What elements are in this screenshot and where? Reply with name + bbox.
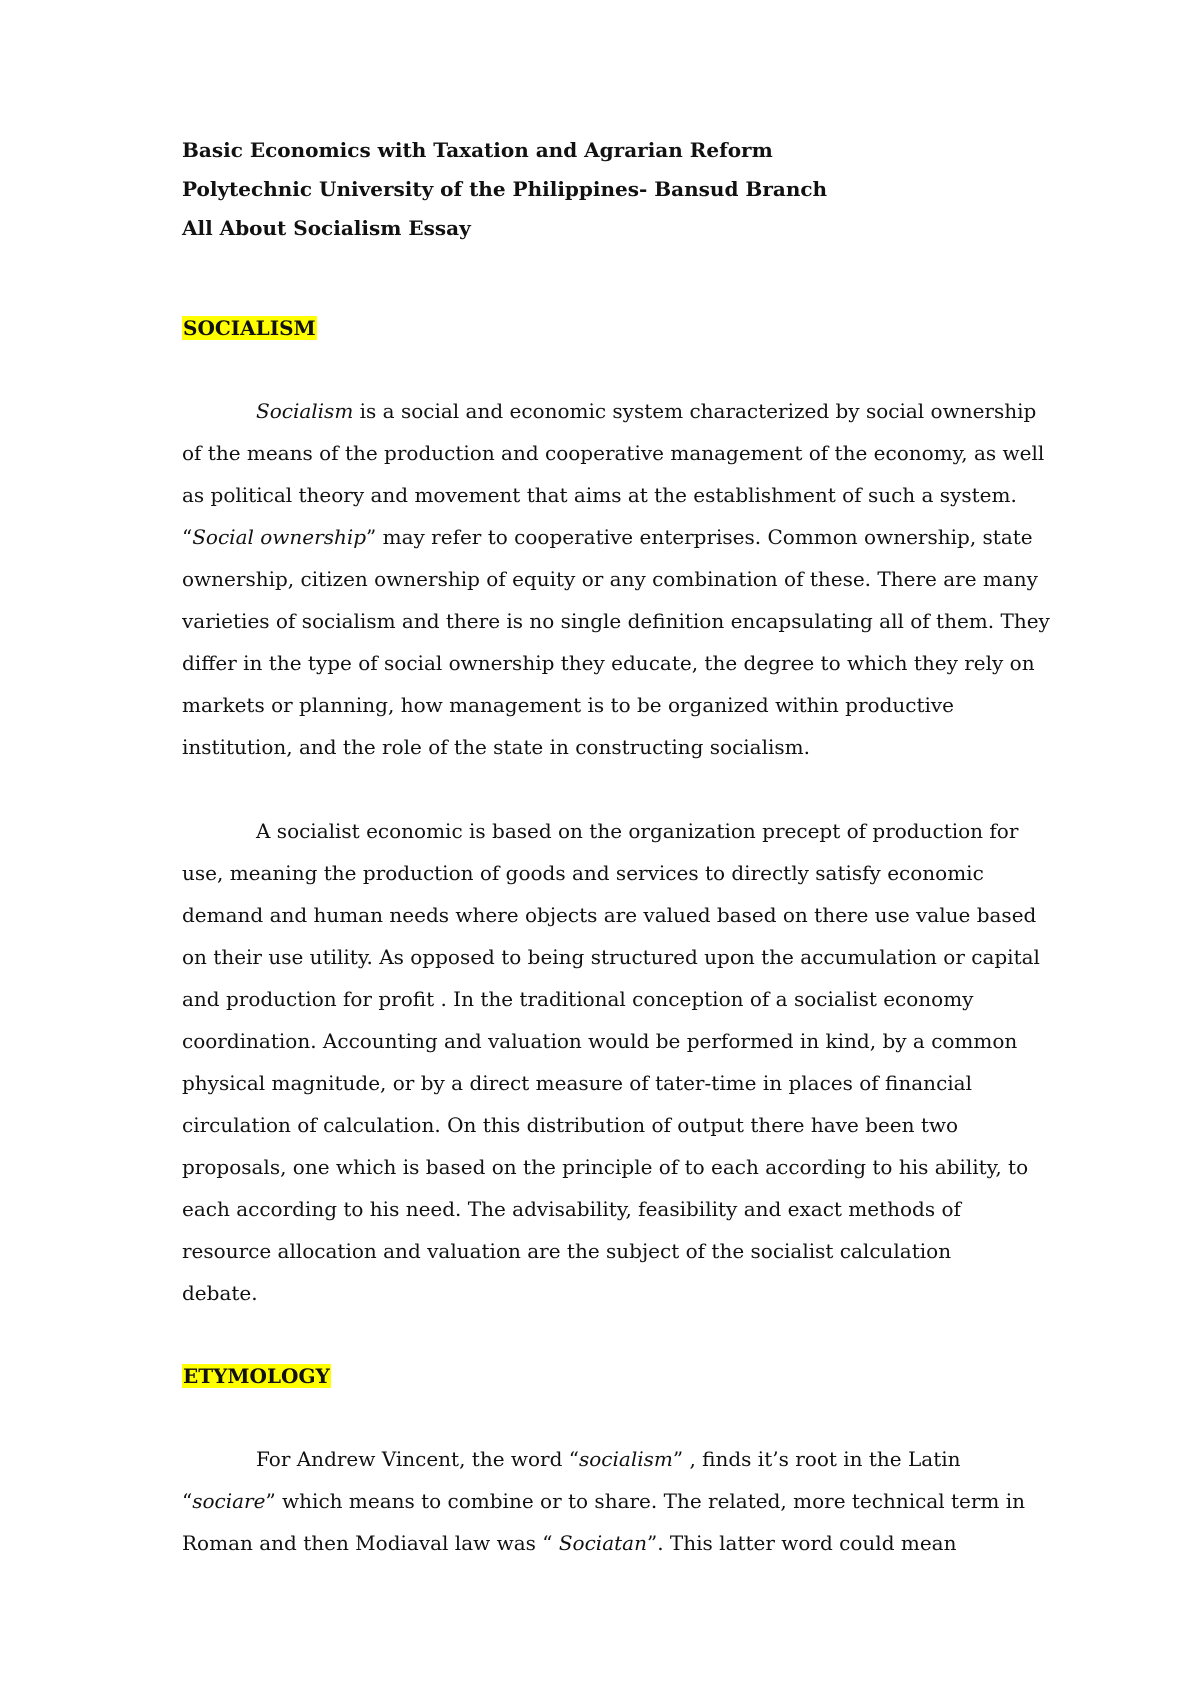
text-line: each according to his need. The advisability, feasibility and exact methods of (182, 1197, 961, 1221)
text-line: and production for profit . In the traditional conception of a socialist economy (182, 987, 974, 1011)
socialism-paragraph-1 (182, 390, 1050, 768)
text-line: use, meaning the production of goods and services to directly satisfy economic (182, 861, 984, 885)
emphasis-term: sociare (192, 1489, 266, 1513)
text-segment: ” , finds it’s root in the Latin (672, 1447, 961, 1471)
emphasis-term: socialism (579, 1447, 673, 1471)
text-segment: ” which means to combine or to share. The related, more technical term in (265, 1489, 1026, 1513)
socialism-heading (182, 315, 317, 341)
emphasis-term: Social ownership (192, 525, 367, 549)
text-line (182, 1522, 1022, 1564)
course-title: Basic Economics with Taxation and Agrarian Reform (182, 138, 773, 162)
text-line: demand and human needs where objects are valued based on there use value based (182, 903, 1037, 927)
text-segment: “ (182, 1489, 193, 1513)
socialism-paragraph-2 (182, 810, 1040, 1314)
etymology-heading (182, 1363, 331, 1389)
text-segment: “ (182, 525, 193, 549)
text-line: institution, and the role of the state in constructing socialism. (182, 735, 810, 759)
university-name: Polytechnic University of the Philippines- Bansud Branch (182, 177, 828, 201)
text-line (182, 810, 1022, 852)
text-segment: ” may refer to cooperative enterprises. Common ownership, state (366, 525, 1033, 549)
text-line: ownership, citizen ownership of equity or any combination of these. There are many (182, 567, 1038, 591)
text-line (182, 1480, 1026, 1522)
text-segment: For Andrew Vincent, the word “ (256, 1447, 579, 1471)
etymology-paragraph-1 (182, 1438, 1026, 1564)
text-line: as political theory and movement that aims at the establishment of such a system. (182, 483, 1017, 507)
text-line: resource allocation and valuation are the subject of the socialist calculation (182, 1239, 952, 1263)
text-line: coordination. Accounting and valuation would be performed in kind, by a common (182, 1029, 1018, 1053)
text-line: varieties of socialism and there is no single definition encapsulating all of them. They (182, 609, 1050, 633)
text-line: debate. (182, 1281, 258, 1305)
text-line: on their use utility. As opposed to being structured upon the accumulation or capital (182, 945, 1040, 969)
text-segment: A socialist economic is based on the organization precept of production for (256, 819, 1019, 843)
text-line (182, 516, 1033, 558)
text-line: of the means of the production and cooperative management of the economy, as well (182, 441, 1045, 465)
essay-title: All About Socialism Essay (182, 216, 471, 240)
text-segment: Roman and then Modiaval law was “ (182, 1531, 559, 1555)
text-line (182, 390, 1037, 432)
text-line: circulation of calculation. On this distribution of output there have been two (182, 1113, 959, 1137)
text-line: physical magnitude, or by a direct measure of tater-time in places of financial (182, 1071, 972, 1095)
socialism-heading-text: SOCIALISM (183, 316, 316, 340)
text-line: differ in the type of social ownership they educate, the degree to which they rely on (182, 651, 1035, 675)
text-segment: is a social and economic system characterized by social ownership (353, 399, 1037, 423)
text-segment: ”. This latter word could mean (646, 1531, 957, 1555)
emphasis-term: Socialism (256, 399, 354, 423)
emphasis-term: Sociatan (558, 1531, 647, 1555)
text-line: markets or planning, how management is to be organized within productive (182, 693, 955, 717)
text-line: proposals, one which is based on the principle of to each according to his ability, to (182, 1155, 1029, 1179)
text-line (182, 1438, 1022, 1480)
etymology-heading-text: ETYMOLOGY (183, 1364, 330, 1388)
